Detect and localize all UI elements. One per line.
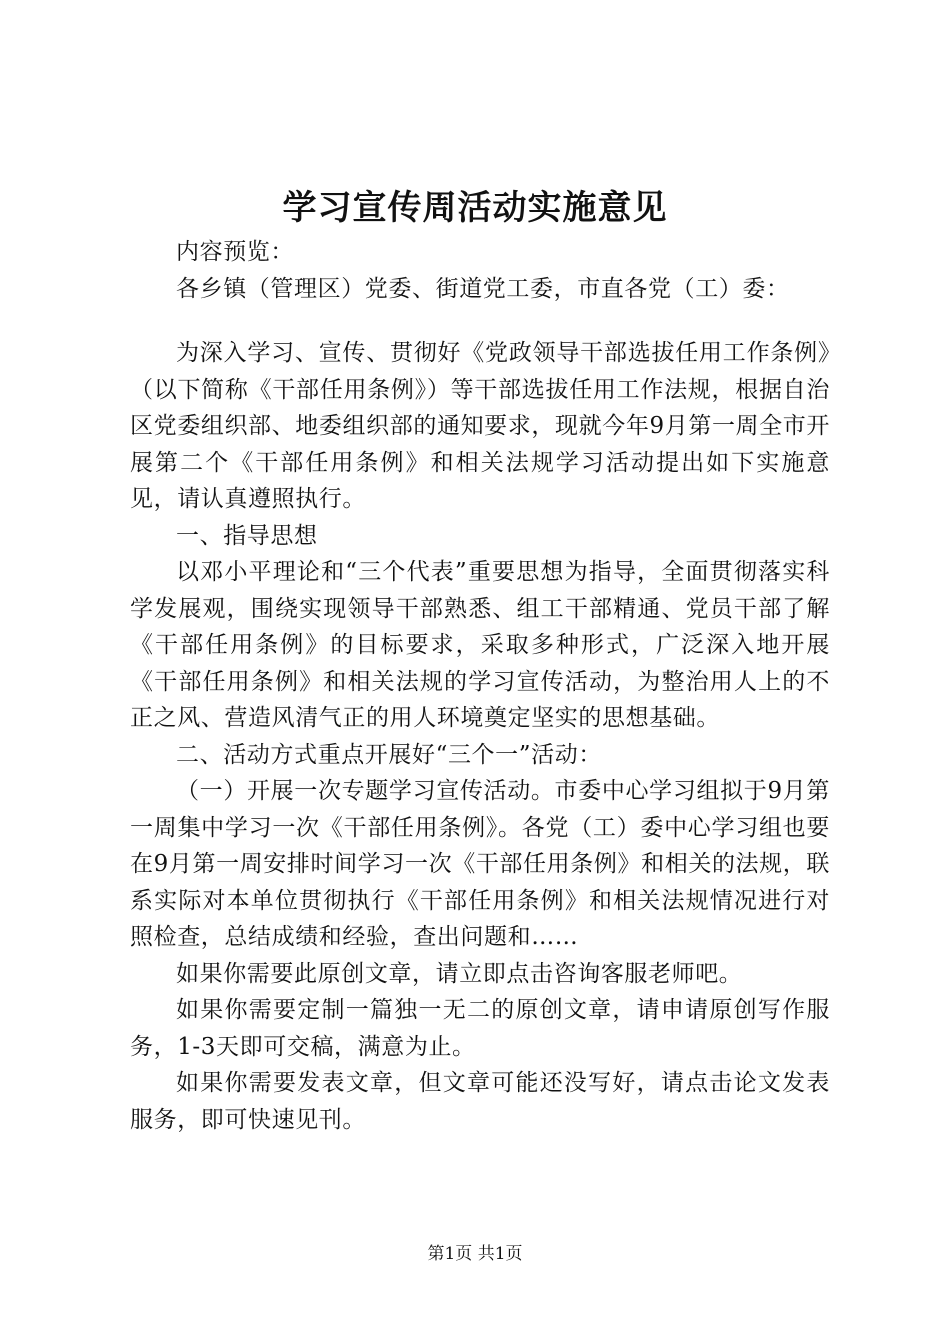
blank-line [130,307,830,335]
page-footer: 第1页 共1页 [427,1244,523,1264]
promo-publish-link[interactable]: 如果你需要发表文章，但文章可能还没写好，请点击论文发表服务，即可快速见刊。 [130,1070,830,1133]
preview-label: 内容预览： [176,239,294,265]
section-heading-2: 二、活动方式重点开展好“三个一”活动： [176,741,602,768]
document-body [130,234,830,1138]
promo-consult-link[interactable]: 如果你需要此原创文章，请立即点击咨询客服老师吧。 [176,960,743,987]
section-heading-1: 一、指导思想 [176,522,318,549]
paragraph-guiding-thought: 以邓小平理论和“三个代表”重要思想为指导，全面贯彻落实科学发展观，围绕实现领导干部熟悉、组工干部精通、党员干部了解《干部任用条例》的目标要求，采取多种形式，广泛深入地开展《干部任用条例》和相关法规的学习宣传活动，为整治用人上的不正之风、营造风清气正的用人环境奠定坚实的思想基础。 [130,559,830,731]
page-title: 学习宣传周活动实施意见 [282,188,668,228]
paragraph-intro: 为深入学习、宣传、贯彻好《党政领导干部选拔任用工作条例》（以下简称《干部任用条例》）等干部选拔任用工作法规，根据自治区党委组织部、地委组织部的通知要求，现就今年9月第一周全市开展第二个《干部任用条例》和相关法规学习活动提出如下实施意见，请认真遵照执行。 [130,340,830,512]
paragraph-activity-1: （一）开展一次专题学习宣传活动。市委中心学习组拟于9月第一周集中学习一次《干部任用条例》。各党（工）委中心学习组也要在9月第一周安排时间学习一次《干部任用条例》和相关的法规，联系实际对本单位贯彻执行《干部任用条例》和相关法规情况进行对照检查，总结成绩和经验，查出问题和…… [130,778,830,950]
salutation: 各乡镇（管理区）党委、街道党工委，市直各党（工）委： [176,275,790,302]
promo-custom-writing-link[interactable]: 如果你需要定制一篇独一无二的原创文章，请申请原创写作服务，1-3天即可交稿，满意为止。 [130,997,830,1060]
